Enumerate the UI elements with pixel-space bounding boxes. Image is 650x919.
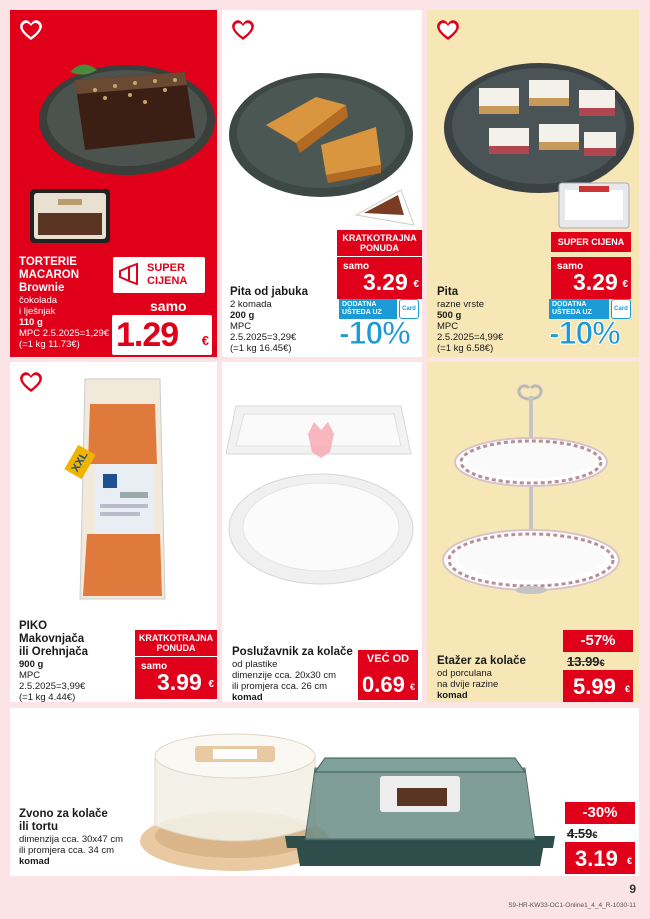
- heart-logo-icon: [18, 370, 44, 394]
- tray-image: [226, 394, 416, 594]
- product-detail: na dvije razine: [437, 679, 499, 690]
- cake-stand-image: [441, 380, 631, 610]
- old-price-value: 13.99: [567, 654, 600, 669]
- xxl-badge: XXL: [64, 445, 95, 479]
- product-card-brownie[interactable]: [10, 10, 217, 357]
- mpc-price: 2.5.2025=3,99€: [19, 681, 86, 692]
- price-value: 3.99: [157, 669, 202, 695]
- badge-text: CIJENA: [147, 275, 188, 287]
- price-box: [358, 668, 418, 700]
- price-currency: €: [624, 684, 630, 694]
- price-box: [112, 315, 212, 355]
- price-currency: €: [413, 279, 419, 290]
- page-number: 9: [629, 882, 636, 896]
- discount-tag: -57%: [563, 630, 633, 652]
- card-discount-badge: [337, 299, 422, 351]
- product-detail: ili promjera cca. 26 cm: [232, 681, 328, 692]
- price-value: 5.99: [573, 674, 616, 699]
- product-card-pita[interactable]: [427, 10, 639, 357]
- product-card-zvono[interactable]: [10, 708, 639, 876]
- discount-text: DODATNA: [342, 301, 377, 308]
- tag-text: PONUDA: [359, 243, 399, 253]
- price-value: 3.19: [575, 846, 618, 871]
- mpc-price: MPC 2.5.2025=1,29€: [19, 328, 110, 339]
- product-unit: komad: [19, 856, 50, 867]
- product-name: ili tortu: [19, 821, 58, 833]
- samo-label: samo: [557, 261, 584, 272]
- product-detail: dimenzije cca. 20x30 cm: [232, 670, 337, 681]
- old-price-currency: €: [599, 658, 605, 668]
- card-label: Card: [402, 306, 416, 312]
- price-box: [551, 257, 631, 299]
- discount-text: UŠTEDA UZ: [342, 309, 382, 316]
- price-box: [135, 657, 217, 699]
- price-currency: €: [208, 679, 214, 690]
- product-detail: dimenzija cca. 30x47 cm: [19, 834, 124, 845]
- mpc-price: 2.5.2025=3,29€: [230, 332, 297, 343]
- heart-logo-icon: [435, 18, 461, 42]
- product-name: TORTERIE: [19, 256, 77, 268]
- price-currency: €: [409, 682, 415, 692]
- product-variant: i lješnjak: [19, 306, 56, 317]
- mpc-label: MPC: [437, 321, 459, 332]
- product-card-posluzavnik[interactable]: [222, 362, 422, 702]
- badge-text: SUPER: [147, 262, 185, 274]
- product-name: Makovnjača: [19, 633, 85, 645]
- discount-tag: -30%: [565, 802, 635, 824]
- samo-label: samo: [141, 661, 168, 672]
- product-name: Brownie: [19, 282, 65, 294]
- footer-code: S9-HR-KW33-OC1-Online1_4_4_R-1030-11: [508, 902, 636, 909]
- product-weight: 110 g: [19, 317, 43, 328]
- old-price: [567, 654, 605, 669]
- tag-text: PONUDA: [156, 643, 196, 653]
- discount-text: DODATNA: [552, 301, 587, 308]
- product-name: Poslužavnik za kolače: [232, 646, 353, 658]
- makovnjaca-package-image: [65, 374, 175, 604]
- price-box: [337, 257, 422, 299]
- price-value: 1.29: [116, 316, 179, 354]
- samo-label: samo: [150, 298, 187, 314]
- apple-pie-image: [226, 65, 421, 235]
- product-variant: čokolada: [19, 295, 58, 306]
- product-unit: komad: [437, 690, 468, 701]
- samo-label: samo: [343, 261, 370, 272]
- product-card-piko[interactable]: [10, 362, 217, 702]
- product-detail: od porculana: [437, 668, 492, 679]
- product-detail: ili promjera cca. 34 cm: [19, 845, 115, 856]
- price-box: [565, 842, 635, 874]
- mpc-label: MPC: [19, 670, 41, 681]
- price-currency: €: [622, 279, 628, 290]
- product-name: Etažer za kolače: [437, 655, 526, 667]
- product-unit: komad: [232, 692, 263, 702]
- price-currency: €: [201, 333, 209, 348]
- product-name: MACARON: [19, 269, 80, 281]
- tag-text: KRATKOTRAJNA: [138, 633, 214, 643]
- mpc-label: MPC: [230, 321, 252, 332]
- card-discount-badge: [547, 299, 635, 351]
- mpc-price: 2.5.2025=4,99€: [437, 332, 504, 343]
- cake-carrier-image: [285, 748, 555, 873]
- product-weight: 900 g: [19, 659, 44, 670]
- brownie-image: [35, 50, 215, 180]
- super-cijena-tag: SUPER CIJENA: [551, 232, 631, 252]
- tag-text: KRATKOTRAJNA: [342, 233, 417, 243]
- product-weight: 500 g: [437, 310, 462, 321]
- old-price-value: 4.59: [567, 826, 593, 841]
- heart-logo-icon: [230, 18, 256, 42]
- price-value: 0.69: [362, 672, 405, 697]
- price-value: 3.29: [573, 269, 618, 295]
- product-detail: 2 komada: [230, 299, 272, 310]
- price-box: [563, 670, 633, 702]
- discount-text: UŠTEDA UZ: [552, 309, 592, 316]
- super-cijena-badge: [113, 257, 205, 293]
- discount-value: -10%: [339, 315, 410, 351]
- megaphone-icon: [117, 263, 141, 285]
- price-value: 3.29: [363, 269, 408, 295]
- unit-price: (=1 kg 6.58€): [437, 343, 494, 354]
- unit-price: (=1 kg 4.44€): [19, 692, 76, 702]
- old-price: [567, 826, 597, 841]
- brownie-package-image: [28, 185, 113, 245]
- pita-image: [439, 58, 634, 238]
- heart-logo-icon: [18, 18, 44, 42]
- product-name: PIKO: [19, 620, 48, 632]
- kratkotrajna-tag: [337, 230, 422, 256]
- product-name: Pita od jabuka: [230, 286, 308, 298]
- product-card-etazer[interactable]: [427, 362, 639, 702]
- product-name: Zvono za kolače: [19, 808, 108, 820]
- product-detail: razne vrste: [437, 299, 484, 310]
- product-detail: od plastike: [232, 659, 278, 670]
- product-weight: 200 g: [230, 310, 255, 321]
- kratkotrajna-tag: [135, 630, 217, 656]
- vec-od-tag: VEĆ OD: [358, 650, 418, 668]
- price-currency: €: [626, 856, 632, 866]
- product-card-pita-od-jabuka[interactable]: [222, 10, 422, 357]
- product-name: ili Orehnjača: [19, 646, 89, 658]
- unit-price: (=1 kg 11.73€): [19, 339, 80, 350]
- old-price-currency: €: [592, 830, 598, 840]
- unit-price: (=1 kg 16.45€): [230, 343, 292, 354]
- card-label: Card: [614, 306, 628, 312]
- discount-value: -10%: [549, 315, 620, 351]
- product-name: Pita: [437, 286, 459, 298]
